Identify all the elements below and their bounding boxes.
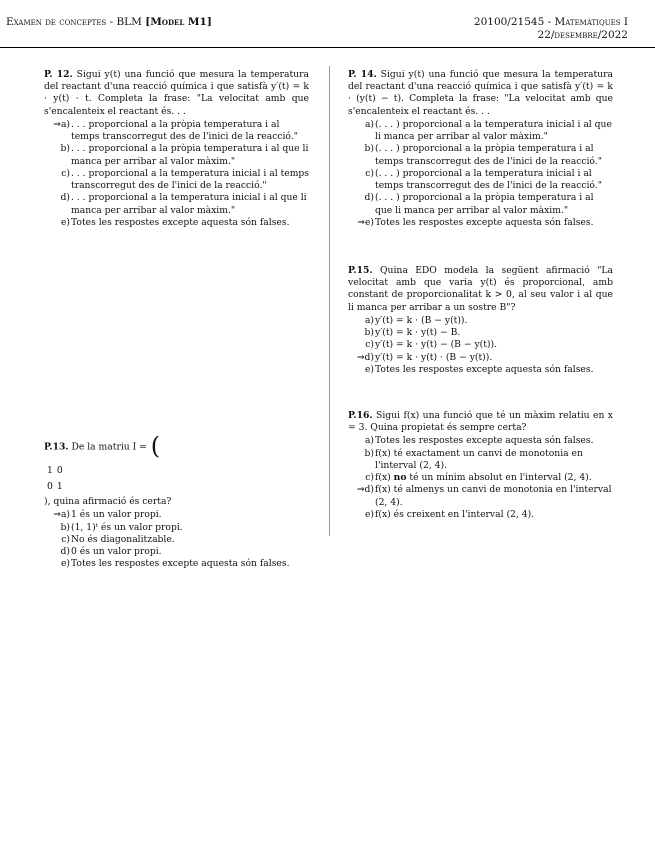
option-a: ⇒a) 1 és un valor propi. [53,509,162,521]
option-b: b) (1, 1)ᵗ és un valor propi. [60,521,183,533]
exam-title: Examen de conceptes - BLM [Model M1] [6,16,212,28]
option-c: c) y′(t) = k · y(t) − (B − y(t)). [365,339,498,351]
option-d: d) (. . . ) proporcional a la pròpia temperatura i al que li manca per arribar al valor màxim." [364,192,594,216]
option-a: a) y′(t) = k · (B − y(t)). [364,314,468,326]
question-p14: P. 14. Sigui y(t) una funció que mesura la temperatura del reactant d'una reacció química i que satisfà y′(t) = k · (y(t) − t). Completa la frase: "La velocitat amb que s'encalenteix el reactant és. . . a) (. . . ) proporcional a la temperatura inicial i al que li manca per arribar al valor màxim." b) (. . . ) proporcional a la pròpia temperatura i al temps transcorregut des de l'inici de la reacció." c) (. . . ) proporcional a la temperatura inicial i al temps transcorregut des de l'inici de la reacció." d) (. . . ) proporcional a la pròpia temperatura i al que li manca per arribar al valor màxim." ⇒e) Totes les respostes excepte aquesta són falses. [348,69,613,228]
option-c: c) . . . proporcional a la temperatura inicial i al temps transcorregut des de l'inici de la reacció." [61,167,310,192]
course-info: 20100/21545 - Matemàtiques I 22/desembre/2022 [473,16,628,42]
question-p12: P. 12. Sigui y(t) una funció que mesura la temperatura del reactant d'una reacció química i que satisfà y′(t) = k · y(t) · t. Completa la frase: "La velocitat amb que s'encalenteix el reactant és. . . ⇒a) . . . proporcional a la pròpia temperatura i al temps transcorregut des de l'inici de la reacció." b) . . . proporcional a la pròpia temperatura i al que li manca per arribar al valor màxim." c) . . . proporcional a la temperatura inicial i al temps transcorregut des de l'inici de la reacció." d) . . . proporcional a la temperatura inicial i al que li manca per arribar al valor màxim." e) Totes les respostes excepte aquesta són falses. [44,69,310,228]
question-p15: P.15. Quina EDO modela la següent afirmació "La velocitat amb que varia y(t) és proporcional, amb constant de proporcionalitat k > 0, al seu valor i al que li manca per arribar a un sostre B"? a) y′(t) = k · (B − y(t)). b) y′(t) = k · y(t) − B. c) y′(t) = k · y(t) − (B − y(t)). ⇒d) y′(t) = k · y(t) · (B − y(t)). e) Totes les respostes excepte aquesta són falses. [348,265,613,375]
option-c: c) No és diagonalitzable. [61,533,175,545]
option-a: ⇒a) . . . proporcional a la pròpia temperatura i al temps transcorregut des de l'inici de la reacció." [53,118,298,143]
option-d: ⇒d) y′(t) = k · y(t) · (B − y(t)). [356,351,493,363]
option-e: e) Totes les respostes excepte aquesta són falses. [60,558,290,570]
identity-matrix: ( [150,432,161,460]
question-p16: P.16. Sigui f(x) una funció que té un màxim relatiu en x = 3. Quina propietat és sempre certa? a) Totes les respostes excepte aquesta són falses. b) f(x) té exactament un canvi de monotonia en l'interval (2, 4). c) f(x) no té un mínim absolut en l'interval (2, 4). ⇒d) f(x) té almenys un canvi de monotonia en l'interval (2, 4). e) f(x) és creixent en l'interval (2, 4). [348,410,613,520]
correct-answer-arrow-icon: ⇒ [356,485,365,496]
option-a: a) (. . . ) proporcional a la temperatura inicial i al que li manca per arribar al valor màxim." [364,118,612,143]
correct-answer-arrow-icon: ⇒ [356,352,365,363]
option-e: ⇒e) Totes les respostes excepte aquesta són falses. [357,216,594,228]
option-d: d) . . . proporcional a la temperatura inicial i al que li manca per arribar al valor màxim." [60,192,307,216]
page-header [0,13,655,48]
column-divider [329,66,330,536]
question-p13: P.13. De la matriu I = ( 1 0 0 1 ), quina afirmació és certa? ⇒a) 1 és un valor propi. b) (1, 1)ᵗ és un valor propi. c) No és diagonalitzable. d) 0 és un valor propi. e) Totes les respostes excepte aquesta són falses. [44,433,309,570]
option-d: ⇒d) f(x) té almenys un canvi de monotonia en l'interval (2, 4). [356,484,612,508]
option-d: d) 0 és un valor propi. [60,546,162,557]
option-a: a) Totes les respostes excepte aquesta són falses. [364,435,594,447]
option-c: c) (. . . ) proporcional a la temperatura inicial i al temps transcorregut des de l'inici de la reacció." [365,167,602,192]
option-e: e) Totes les respostes excepte aquesta són falses. [364,363,594,375]
option-b: b) (. . . ) proporcional a la pròpia temperatura i al temps transcorregut des de l'inici de la reacció." [364,143,602,167]
option-b: b) . . . proporcional a la pròpia temperatura i al que li manca per arribar al valor màxim." [60,143,309,167]
option-e: e) Totes les respostes excepte aquesta són falses. [60,216,290,228]
option-b: b) y′(t) = k · y(t) − B. [364,327,461,339]
exam-date: 22/desembre/2022 [537,29,628,42]
correct-answer-arrow-icon: ⇒ [53,119,61,130]
option-b: b) f(x) té exactament un canvi de monotonia en l'interval (2, 4). [364,447,583,471]
option-e: e) f(x) és creixent en l'interval (2, 4). [364,508,535,520]
correct-answer-arrow-icon: ⇒ [357,217,365,228]
option-c: c) f(x) no té un mínim absolut en l'interval (2, 4). [365,472,592,484]
correct-answer-arrow-icon: ⇒ [53,510,61,521]
